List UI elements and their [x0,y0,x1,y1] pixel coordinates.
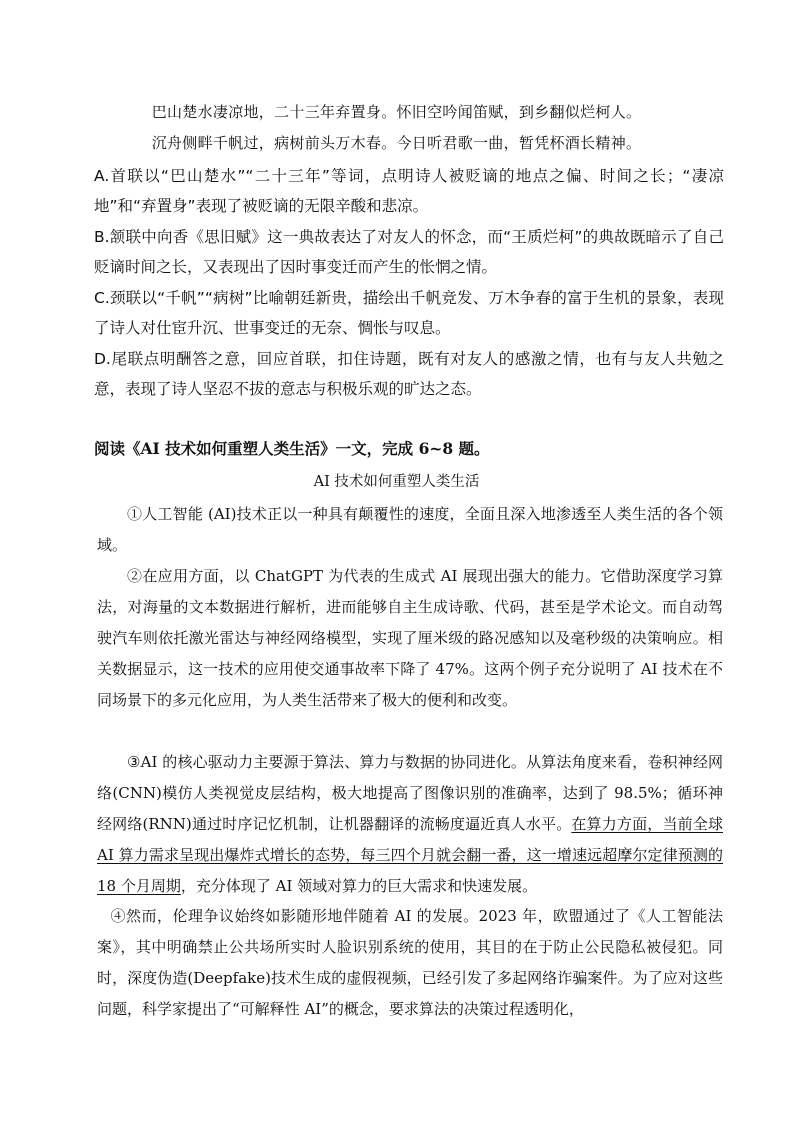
paragraph-3-underlined-text: 在算力方面，当前全球 AI 算力需求呈现出爆炸式增长的态势，每三四个月就会翻一番，这一增速远超摩尔定律预测的 18 个月周期 [97,815,723,895]
option-a: A.首联以“巴山楚水”“二十三年”等词，点明诗人被贬谪的地点之偏、时间之长；“凄凉地”和“弃置身”表现了被贬谪的无限辛酸和悲凉。 [94,167,724,215]
option-d: D.尾联点明酬答之意，回应首联，扣住诗题，既有对友人的感激之情，也有与友人共勉之意，表现了诗人坚忍不拔的意志与积极乐观的旷达之态。 [94,350,724,398]
paragraph-3 [97,747,723,902]
reading-heading: 阅读《AI 技术如何重塑人类生活》一文，完成 6~8 题。 [94,439,490,458]
paragraph-3-text-end: ，充分体现了 AI 领域对算力的巨大需求和快速发展。 [180,877,538,895]
paragraph-3-text-start: ③AI 的核心驱动力主要源于算法、算力与数据的协同进化。从算法角度来看，卷积神经网络(CNN)模仿人类视觉皮层结构，极大地提高了图像识别的准确率，达到了 98.5%；循环神经网络(RNN)通过时序记忆机制，让机器翻译的流畅度逼近真人水平。 [97,753,723,833]
poem-line-1: 巴山楚水凄凉地，二十三年弃置身。怀旧空吟闻笛赋，到乡翻似烂柯人。 [151,103,642,121]
paragraph-4: ④然而，伦理争议始终如影随形地伴随着 AI 的发展。2023 年，欧盟通过了《人工智能法案》，其中明确禁止公共场所实时人脸识别系统的使用，其目的在于防止公民隐私被侵犯。同时，深度伪造(Deepfake)技术生成的虚假视频，已经引发了多起网络诈骗案件。为了应对这些问题，科学家提出了“可解释性 AI”的概念，要求算法的决策过程透明化， [97,907,723,1018]
option-c: C.颈联以“千帆”“病树”比喻朝廷新贵，描绘出千帆竞发、万木争春的富于生机的景象，表现了诗人对仕宦升沉、世事变迁的无奈、惆怅与叹息。 [94,289,724,337]
article-title: AI 技术如何重塑人类生活 [313,474,480,490]
poem-line-2: 沉舟侧畔千帆过，病树前头万木春。今日听君歌一曲，暂凭杯酒长精神。 [151,134,642,152]
paragraph-1: ①人工智能 (AI)技术正以一种具有颠覆性的速度，全面且深入地渗透至人类生活的各个领域。 [97,505,723,554]
paragraph-2: ②在应用方面，以 ChatGPT 为代表的生成式 AI 展现出强大的能力。它借助深度学习算法，对海量的文本数据进行解析，进而能够自主生成诗歌、代码，甚至是学术论文。而自动驾驶汽车则依托激光雷达与神经网络模型，实现了厘米级的路况感知以及毫秒级的决策响应。相关数据显示，这一技术的应用使交通事故率下降了 47%。这两个例子充分说明了 AI 技术在不同场景下的多元化应用，为人类生活带来了极大的便利和改变。 [97,567,723,709]
option-b: B.颔联中向香《思旧赋》这一典故表达了对友人的怀念，而“王质烂柯”的典故既暗示了自己贬谪时间之长，又表现出了因时事变迁而产生的怅惘之情。 [94,228,724,276]
